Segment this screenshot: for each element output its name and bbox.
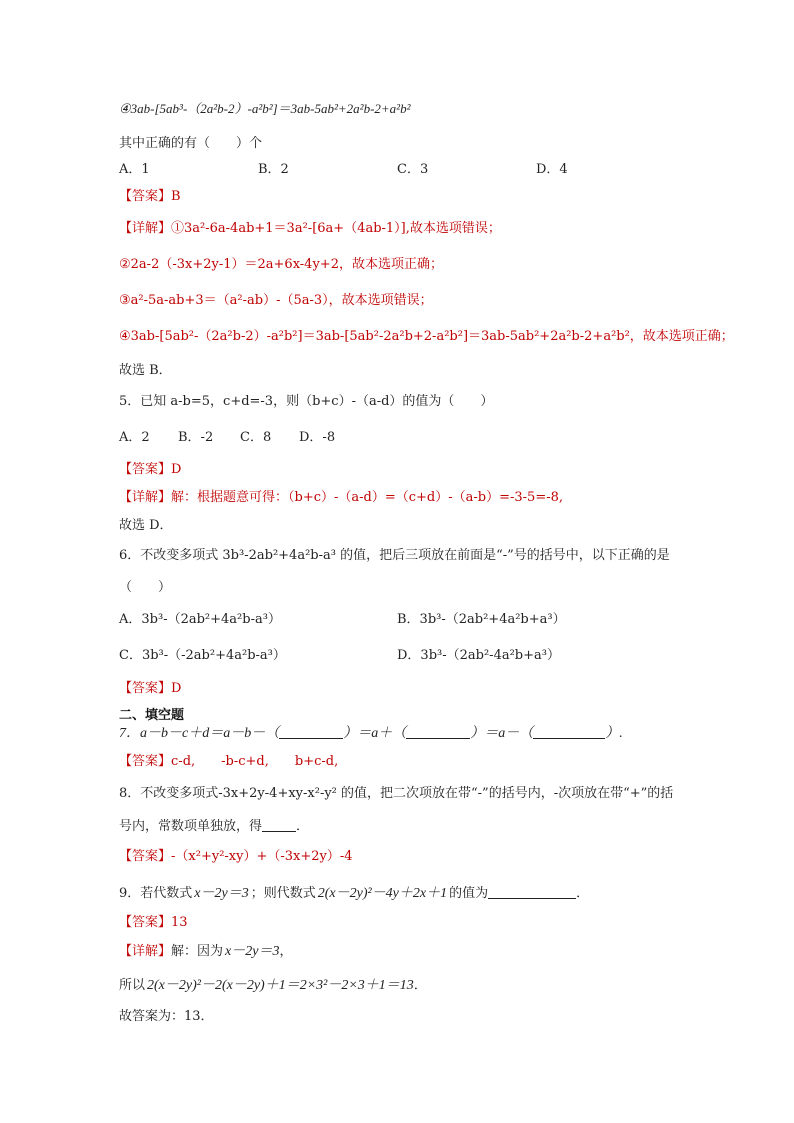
detail-tag: 【详解】 <box>119 490 172 505</box>
q8-blank <box>262 819 296 832</box>
q4-detail-3: ③a²-5a-ab+3＝（a²-ab）-（5a-3），故本选项错误； <box>119 293 433 308</box>
q5-conclusion: 故选 D． <box>119 518 173 533</box>
q4-answer <box>119 188 181 206</box>
q8-stem-line2 <box>119 818 309 836</box>
answer-1: c-d, <box>171 754 196 769</box>
q5-option-d: D．-8 <box>299 430 336 445</box>
q6-stem-line1: 6．不改变多项式 3b³-2ab²+4a²b-a³ 的值，把后三项放在前面是“-”号的括号中，以下正确的是 <box>119 548 670 563</box>
q9-text-2: ；则代数式 <box>250 886 316 901</box>
answer-tag: 【答案】 <box>119 915 172 930</box>
detail-text: ①3a²-6a-4ab+1＝3a²-[6a+（4ab-1）],故本选项错误； <box>171 221 501 236</box>
q7-part-2: ）＝a＋（ <box>343 726 407 741</box>
solution-expression: 2(x－2y)²－2(x－2y)＋1＝2×3²－2×3＋1＝13 <box>147 978 414 993</box>
q9-conclusion: 故答案为：13． <box>119 1009 214 1024</box>
q9-detail <box>119 943 292 961</box>
q4-option-d: D．4 <box>536 162 568 177</box>
q9-answer <box>119 914 188 932</box>
answer-2: -b-c+d, <box>221 754 269 769</box>
answer-tag: 【答案】 <box>119 681 172 696</box>
q9-stem-end: ． <box>576 886 590 901</box>
answer-value: 13 <box>171 915 188 930</box>
q7-part-4: ）. <box>605 726 623 741</box>
q7-blank-3 <box>533 726 605 739</box>
q7-stem <box>119 725 623 743</box>
detail-end: ， <box>279 944 293 959</box>
q4-detail-2: ②2a-2（-3x+2y-1）＝2a+6x-4y+2，故本选项正确； <box>119 257 443 272</box>
q5-option-c: C．8 <box>240 430 272 445</box>
answer-tag: 【答案】 <box>119 754 172 769</box>
solution-end: ． <box>413 978 427 993</box>
detail-tag: 【详解】 <box>119 221 172 236</box>
detail-text: 解：因为 <box>171 944 224 959</box>
answer-value: B <box>171 189 181 204</box>
answer-tag: 【答案】 <box>119 849 172 864</box>
q7-part-1: 7．a－b－c＋d＝a－b－（ <box>119 726 280 741</box>
q5-answer <box>119 461 181 479</box>
answer-3: b+c-d, <box>294 754 339 769</box>
q9-condition: x－2y＝3 <box>194 886 249 901</box>
q4-detail-4: ④3ab-[5ab²-（2a²b-2）-a²b²]＝3ab-[5ab²-2a²b+2-a²b²]＝3ab-5ab²+2a²b-2+a²b²，故本选项正确； <box>119 329 734 344</box>
q9-blank <box>488 886 576 899</box>
solution-lead: 所以 <box>119 978 146 993</box>
answer-value: D <box>171 681 182 696</box>
q4-option-a: A．1 <box>119 162 150 177</box>
answer-value: D <box>171 462 182 477</box>
q5-stem: 5．已知 a-b=5，c+d=-3，则（b+c）-（a-d）的值为（ ） <box>119 394 494 409</box>
q6-option-d: D．3b³-（2ab²-4a²b+a³） <box>397 648 560 663</box>
q6-option-c: C．3b³-（-2ab²+4a²b-a³） <box>119 648 286 663</box>
q9-expression: 2(x－2y)²－4y＋2x＋1 <box>317 886 448 901</box>
q4-detail-1 <box>119 220 501 238</box>
q6-option-b: B．3b³-（2ab²+4a²b+a³） <box>397 612 566 627</box>
section-title: 二、填空题 <box>119 708 185 723</box>
q4-conclusion: 故选 B． <box>119 363 172 378</box>
answer-tag: 【答案】 <box>119 462 172 477</box>
detail-text: 解：根据题意可得：（b+c）-（a-d）=（c+d）-（a-b）=-3-5=-8, <box>171 490 564 505</box>
q9-solution <box>119 977 427 995</box>
q6-stem-line2: （ ） <box>119 580 172 595</box>
q4-stem: 其中正确的有（ ）个 <box>119 136 263 151</box>
q5-option-b: B．-2 <box>178 430 214 445</box>
q9-stem <box>119 885 589 903</box>
q8-stem-text: 号内，常数项单独放，得 <box>119 819 263 834</box>
q4-option-c: C．3 <box>397 162 429 177</box>
q4-option-b: B．2 <box>258 162 289 177</box>
detail-condition: x－2y＝3 <box>225 944 280 959</box>
detail-tag: 【详解】 <box>119 944 172 959</box>
q6-answer <box>119 680 181 698</box>
q8-stem-end: ． <box>296 819 310 834</box>
q7-part-3: ）＝a－（ <box>470 726 534 741</box>
q7-blank-1 <box>279 726 343 739</box>
answer-tag: 【答案】 <box>119 189 172 204</box>
q9-text-1: 9．若代数式 <box>119 886 193 901</box>
q9-text-3: 的值为 <box>449 886 489 901</box>
q5-option-a: A．2 <box>119 430 150 445</box>
q5-detail <box>119 489 563 507</box>
q4-item4: ④3ab-[5ab³-（2a²b-2）-a²b²]＝3ab-5ab²+2a²b-2+a²b² <box>119 101 411 116</box>
q8-answer <box>119 848 353 866</box>
answer-value: -（x²+y²-xy）+（-3x+2y）-4 <box>171 849 353 864</box>
q8-stem-line1: 8．不改变多项式-3x+2y-4+xy-x²-y² 的值，把二次项放在带“-”的括号内，-次项放在带“+”的括 <box>119 786 674 801</box>
q6-option-a: A．3b³-（2ab²+4a²b-a³） <box>119 612 281 627</box>
q7-blank-2 <box>406 726 470 739</box>
q7-answer <box>119 753 338 771</box>
